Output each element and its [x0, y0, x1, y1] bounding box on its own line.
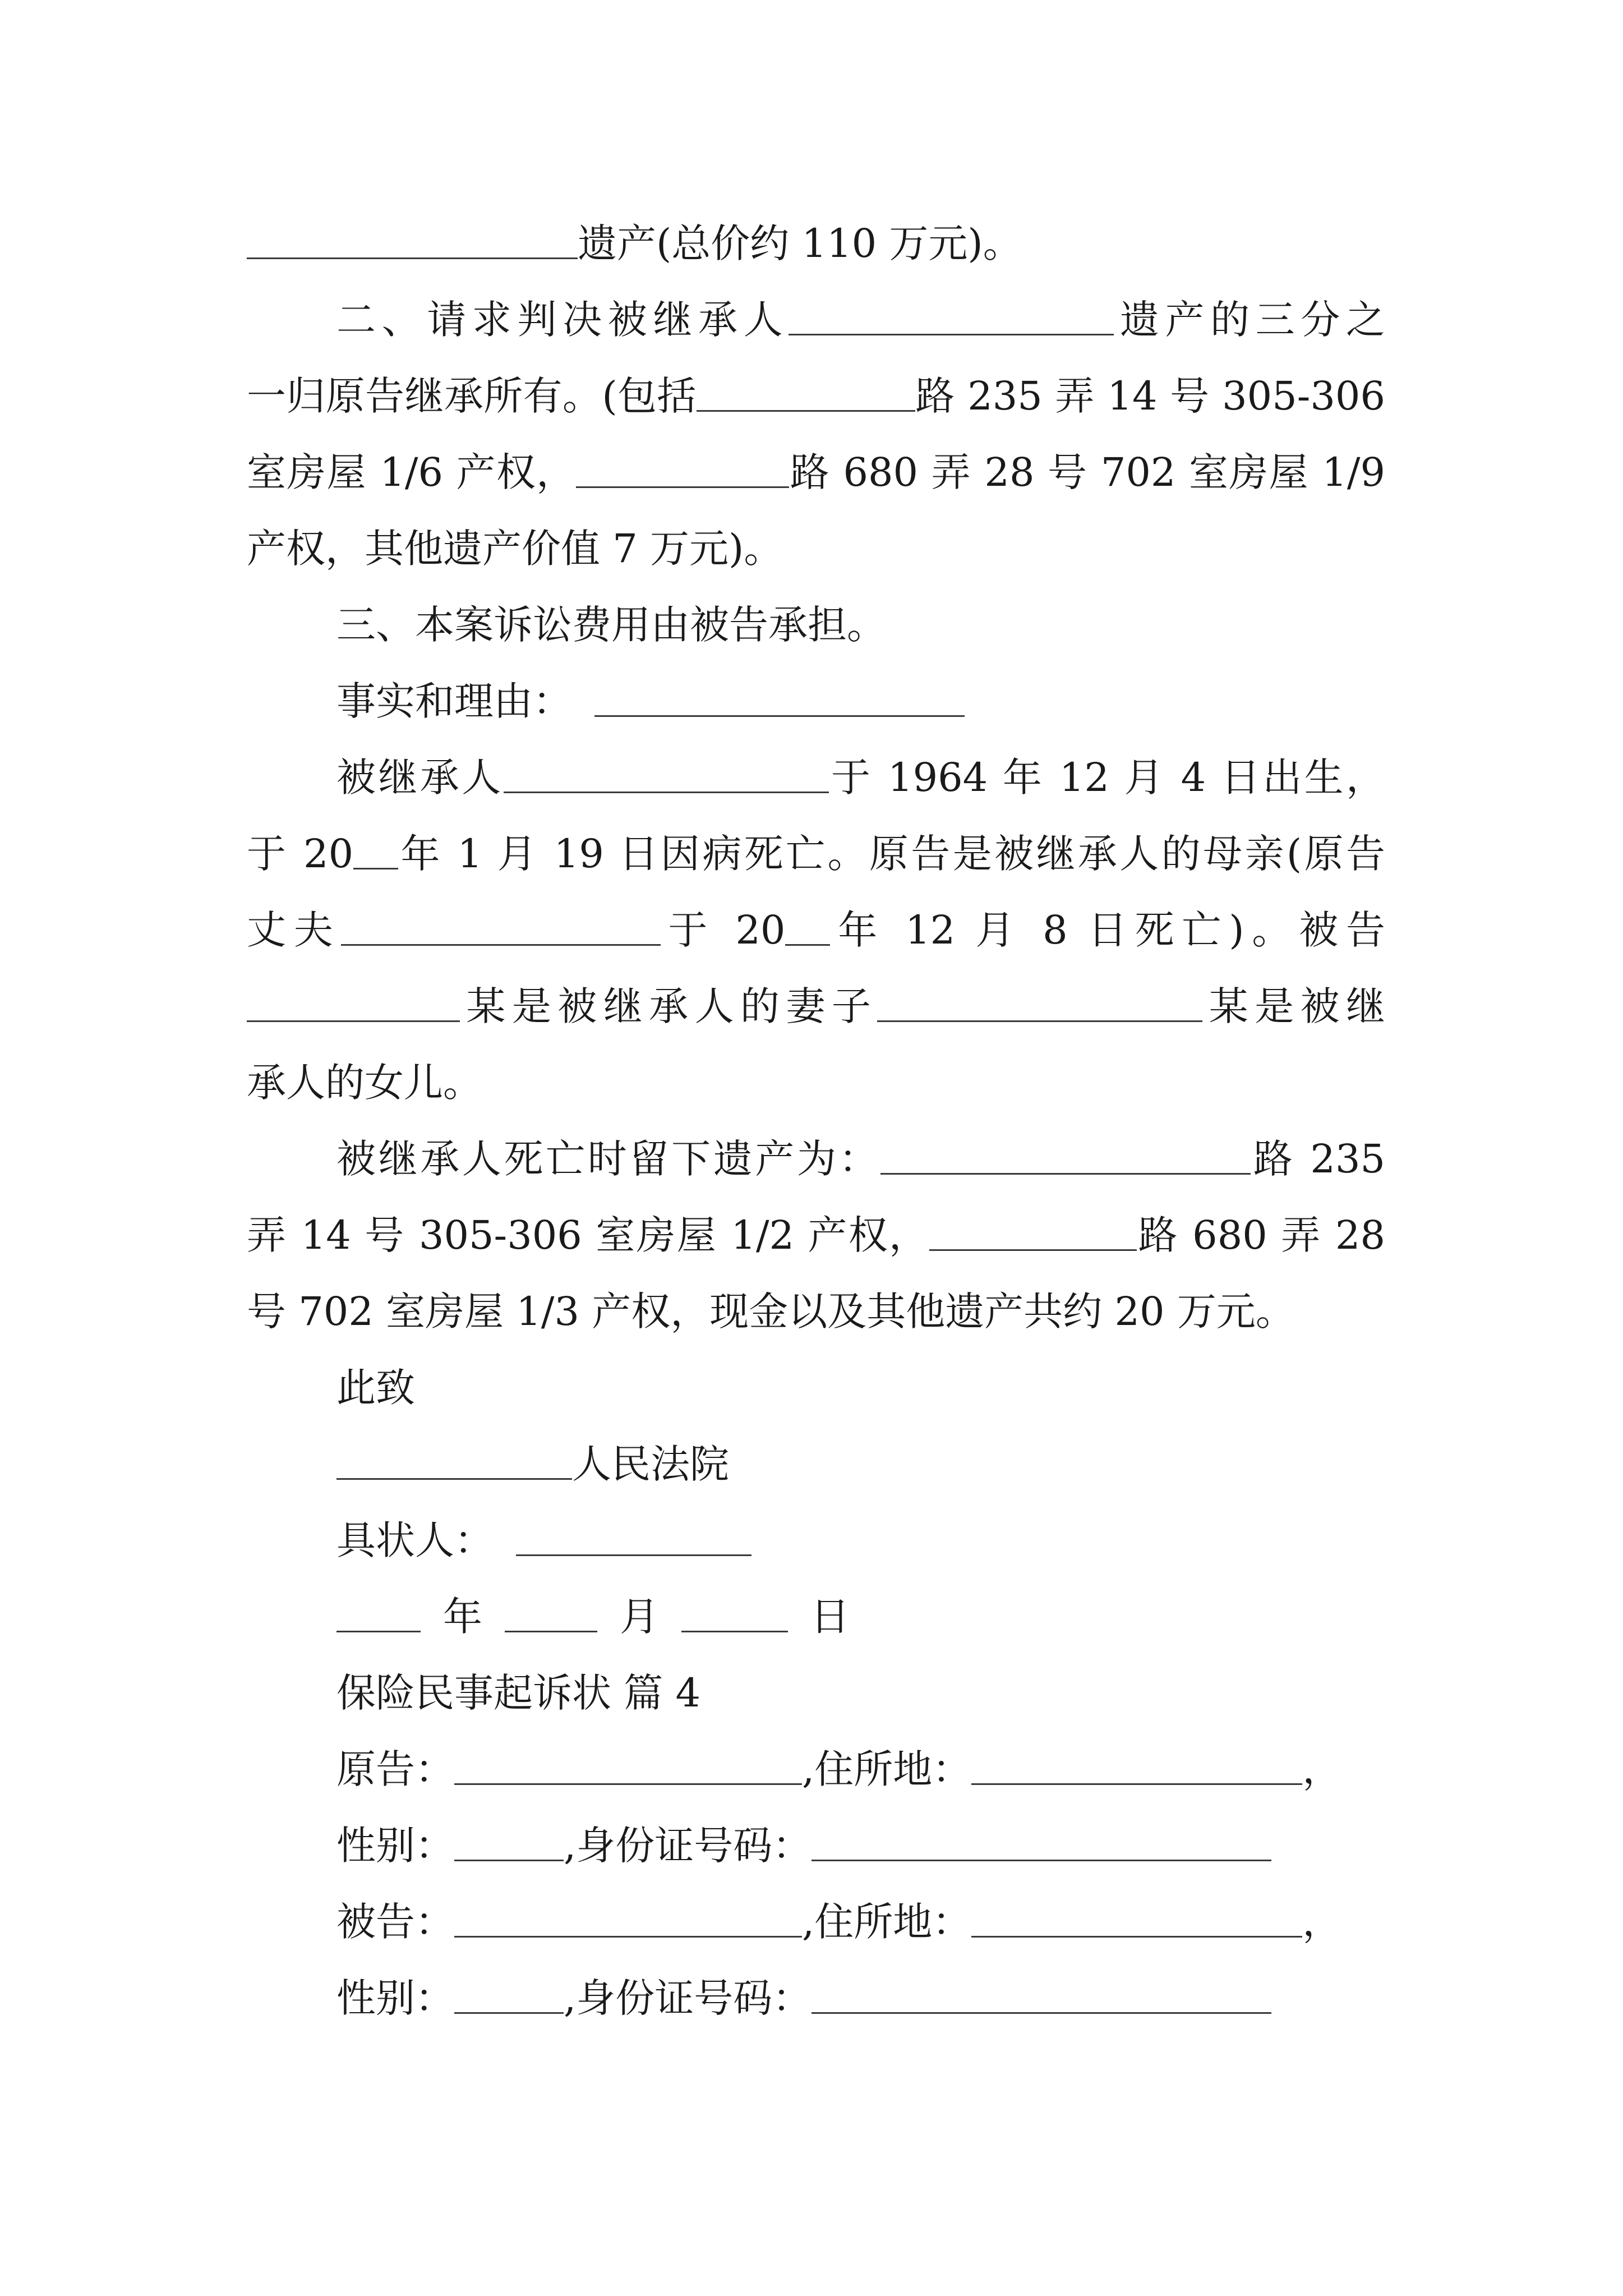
estate-total-line: [247, 205, 1385, 282]
residence-label: ,住所地：: [802, 1746, 972, 1792]
blank-field[interactable]: [516, 1516, 751, 1556]
facts-text: 路 680 弄 28: [1137, 1212, 1385, 1258]
facts-text: 于 20: [247, 831, 354, 877]
section-title: 保险民事起诉状 篇 4: [336, 1670, 701, 1716]
claim-2-text: 产权，其他遗产价值 7 万元)。: [247, 526, 783, 572]
salutation: 此致: [336, 1365, 415, 1411]
facts-text: 于 1964 年 12 月 4 日出生，: [828, 754, 1385, 800]
facts-text: 于 20: [660, 907, 786, 953]
blank-field[interactable]: [336, 1593, 421, 1632]
blank-field[interactable]: [971, 1745, 1302, 1785]
facts-p1-line-3: [247, 892, 1385, 968]
section-4-title-line: [247, 1655, 1385, 1731]
blank-field[interactable]: [504, 753, 829, 793]
plaintiff-label: 原告：: [336, 1746, 454, 1792]
claim-3-text: 三、本案诉讼费用由被告承担。: [336, 602, 886, 648]
salutation-line: [247, 1350, 1385, 1426]
facts-text: 弄 14 号 305-306 室房屋 1/2 产权，: [247, 1212, 930, 1258]
facts-text: 年 1 月 19 日因病死亡。原告是被继承人的母亲(原告: [398, 831, 1385, 877]
claim-2-text: 遗产的三分之: [1114, 297, 1385, 343]
blank-field[interactable]: [247, 982, 460, 1022]
claim-2-text: 二、请求判决被继承人: [336, 297, 789, 343]
blank-field[interactable]: [971, 1898, 1302, 1938]
claim-2-text: 室房屋 1/6 产权，: [247, 449, 577, 495]
facts-text: 被继承人死亡时留下遗产为：: [336, 1136, 881, 1182]
facts-text: 年 12 月 8 日死亡)。被告: [830, 907, 1385, 953]
blank-field[interactable]: [454, 1821, 564, 1861]
blank-field[interactable]: [929, 1211, 1137, 1251]
blank-field[interactable]: [789, 296, 1114, 335]
claim-2-text: 路 680 弄 28 号 702 室房屋 1/9: [789, 449, 1385, 495]
claim-2-line-1: [247, 282, 1385, 358]
facts-p2-line-3: [247, 1273, 1385, 1350]
blank-field[interactable]: [811, 1974, 1271, 2014]
blank-field[interactable]: [576, 448, 789, 488]
defendant-line: [247, 1884, 1385, 1960]
blank-field[interactable]: [341, 906, 661, 946]
blank-field[interactable]: [454, 1974, 564, 2014]
blank-field[interactable]: [505, 1593, 597, 1632]
blank-field[interactable]: [454, 1745, 802, 1785]
facts-text: 某是被继承人的妻子: [460, 983, 878, 1029]
gender-label: 性别：: [336, 1975, 454, 2021]
facts-p1-line-2: [247, 816, 1385, 892]
facts-heading-line: [247, 663, 1385, 739]
day-label: 日: [810, 1594, 850, 1640]
facts-text: 某是被继: [1202, 983, 1385, 1029]
court-line: [247, 1426, 1385, 1502]
blank-field[interactable]: [811, 1821, 1271, 1861]
facts-text: 路 235: [1251, 1136, 1385, 1182]
plaintiff-gender-line: [247, 1807, 1385, 1884]
claim-2-line-2: [247, 358, 1385, 434]
residence-label: ,住所地：: [802, 1899, 972, 1945]
facts-p1-line-1: [247, 739, 1385, 816]
claim-3-line: [247, 587, 1385, 663]
facts-text: 承人的女儿。: [247, 1060, 482, 1106]
claim-2-text: 路 235 弄 14 号 305-306: [915, 373, 1385, 419]
facts-text: 被继承人: [336, 754, 504, 800]
defendant-label: 被告：: [336, 1899, 454, 1945]
blank-field[interactable]: [697, 372, 915, 412]
punctuation: ，: [1302, 1899, 1342, 1945]
estate-total-text: 遗产(总价约 110 万元)。: [578, 220, 1022, 266]
blank-field[interactable]: [785, 906, 830, 946]
id-number-label: ,身份证号码：: [564, 1975, 812, 2021]
date-line: [247, 1579, 1385, 1655]
plaintiff-line: [247, 1731, 1385, 1807]
claim-2-line-3: [247, 434, 1385, 510]
punctuation: ，: [1302, 1746, 1342, 1792]
facts-p1-line-4: [247, 968, 1385, 1045]
blank-field[interactable]: [880, 1135, 1251, 1175]
facts-text: 号 702 室房屋 1/3 产权，现金以及其他遗产共约 20 万元。: [247, 1289, 1295, 1335]
blank-field[interactable]: [681, 1593, 788, 1632]
facts-heading: 事实和理由：: [336, 678, 572, 724]
blank-field[interactable]: [594, 677, 965, 717]
blank-field[interactable]: [247, 219, 578, 259]
facts-p2-line-2: [247, 1197, 1385, 1273]
facts-text: 丈夫: [247, 907, 341, 953]
facts-p1-line-5: [247, 1045, 1385, 1121]
signer-label: 具状人：: [336, 1517, 494, 1563]
blank-field[interactable]: [877, 982, 1202, 1022]
facts-p2-line-1: [247, 1121, 1385, 1197]
claim-2-text: 一归原告继承所有。(包括: [247, 373, 697, 419]
id-number-label: ,身份证号码：: [564, 1823, 812, 1869]
court-name: 人民法院: [572, 1441, 729, 1487]
month-label: 月: [620, 1594, 659, 1640]
blank-field[interactable]: [353, 830, 398, 869]
year-label: 年: [443, 1594, 482, 1640]
claim-2-line-4: [247, 510, 1385, 587]
gender-label: 性别：: [336, 1823, 454, 1869]
defendant-gender-line: [247, 1960, 1385, 2036]
signer-line: [247, 1502, 1385, 1579]
blank-field[interactable]: [454, 1898, 802, 1938]
blank-field[interactable]: [336, 1440, 572, 1480]
